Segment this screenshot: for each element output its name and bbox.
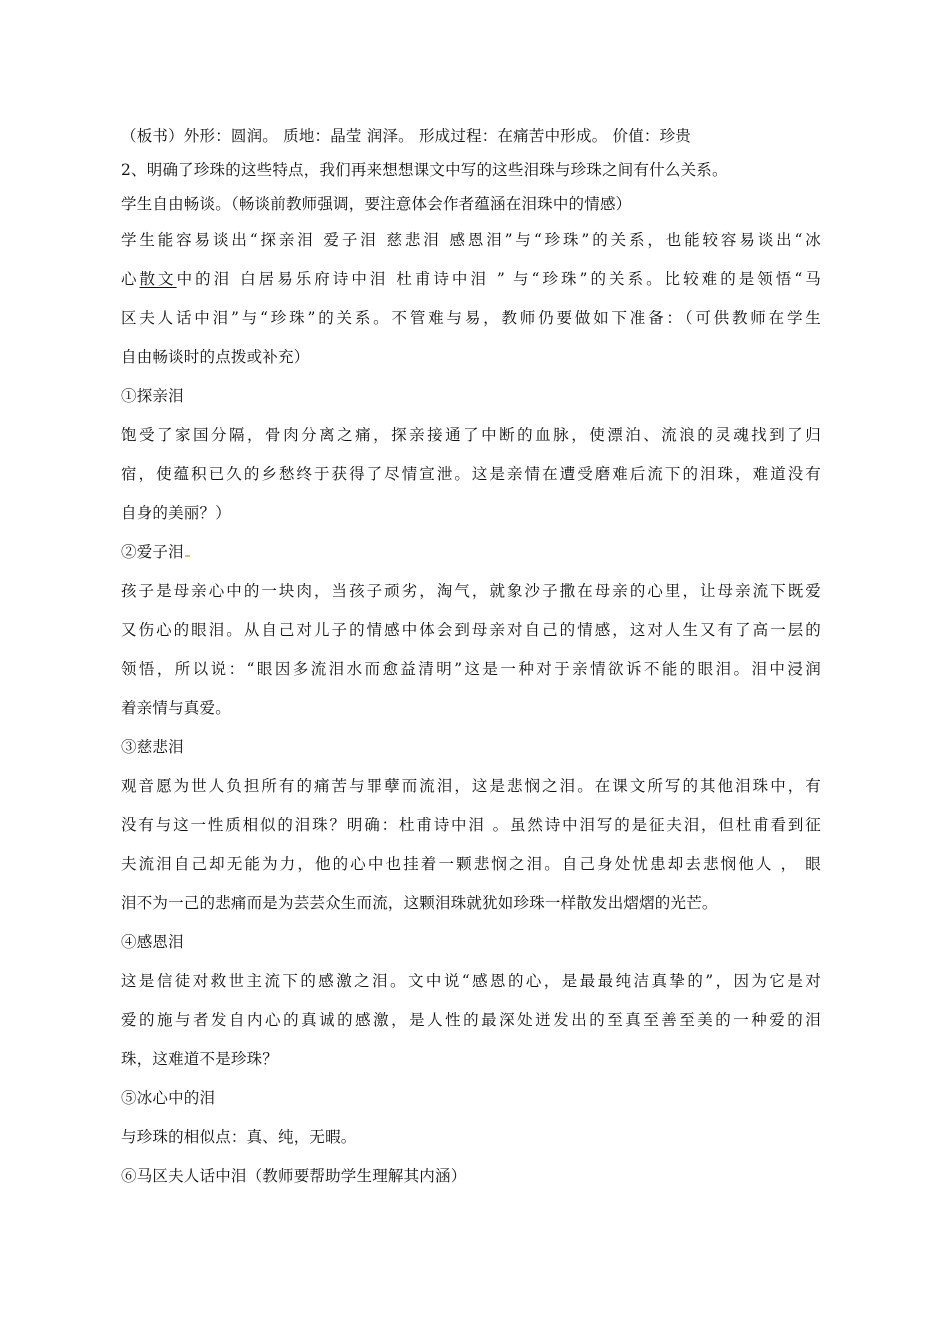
question-line: 2、明确了珍珠的这些特点，我们再来想想课文中写的这些泪珠与珍珠之间有什么关系。 (121, 161, 728, 179)
discussion-line: 学生自由畅谈。（畅谈前教师强调，要注意体会作者蕴涵在泪珠中的情感） (121, 195, 632, 213)
edit-mark (185, 555, 190, 557)
text-line: 珠，这难道不是珍珠？ (121, 1050, 279, 1068)
text-line: 着亲情与真爱。 (121, 699, 231, 717)
paragraph-cibei (121, 767, 821, 923)
section-heading-2 (121, 533, 821, 572)
section-heading-3: ③慈悲泪 (121, 738, 184, 756)
text-line: 饱受了家国分隔，骨肉分离之痛，探亲接通了中断的血脉，使漂泊、流浪的灵魂找到了归 (121, 426, 821, 444)
text-line: 观音愿为世人负担所有的痛苦与罪孽而流泪，这是悲悯之泪。在课文所写的其他泪珠中，有 (121, 777, 821, 795)
section-heading-6: ⑥马区夫人话中泪（教师要帮助学生理解其内涵） (121, 1167, 467, 1185)
text-line: 又伤心的眼泪。从自己对儿子的情感中体会到母亲对自己的情感，这对人生又有了高一层的 (121, 621, 821, 639)
text-line: 宿，使蕴积已久的乡愁终于获得了尽情宣泄。这是亲情在遭受磨难后流下的泪珠，难道没有 (121, 465, 821, 483)
text-line: 这是信徒对救世主流下的感激之泪。文中说“感恩的心，是最最纯洁真挚的”，因为它是对 (121, 972, 821, 990)
text-line (121, 260, 821, 299)
paragraph-intro (121, 221, 821, 377)
paragraph-aizi (121, 572, 821, 728)
document-body (121, 119, 821, 1196)
text-line: 没有与这一性质相似的泪珠？明确：杜甫诗中泪 。虽然诗中泪写的是征夫泪，但杜甫看到征 (121, 816, 821, 834)
paragraph-ganen (121, 962, 821, 1079)
text-line: 自身的美丽？） (121, 504, 231, 522)
board-notes-line: （板书）外形：圆润。 质地：晶莹 润泽。 形成过程：在痛苦中形成。 价值：珍贵 (121, 127, 692, 145)
text-line: 区夫人话中泪”与“珍珠”的关系。不管难与易，教师仍要做如下准备：（可供教师在学生 (121, 309, 821, 327)
section-heading-4: ④感恩泪 (121, 933, 184, 951)
text-line: 孩子是母亲心中的一块肉，当孩子顽劣，淘气，就象沙子撒在母亲的心里，让母亲流下既爱 (121, 582, 821, 600)
text-line: 泪不为一己的悲痛而是为芸芸众生而流，这颗泪珠就犹如珍珠一样散发出熠熠的光芒。 (121, 894, 718, 912)
heading-text: ②爱子泪 (121, 543, 184, 561)
underlined-term: 散文 (139, 270, 177, 288)
text-line: 夫流泪自己却无能为力，他的心中也挂着一颗悲悯之泪。自己身处忧患却去悲悯他人 ， 眼 (121, 855, 821, 873)
section-heading-1: ①探亲泪 (121, 387, 184, 405)
text-fragment: 心 (121, 270, 140, 288)
text-line: 自由畅谈时的点拨或补充） (121, 348, 310, 366)
text-line: 领悟，所以说：“眼因多流泪水而愈益清明”这是一种对于亲情欲诉不能的眼泪。泪中浸润 (121, 660, 821, 678)
paragraph-tanqin (121, 416, 821, 533)
text-fragment: 中的泪 白居易乐府诗中泪 杜甫诗中泪 ” 与“珍珠”的关系。比较难的是领悟“马 (176, 270, 821, 288)
text-line: 学生能容易谈出“探亲泪 爱子泪 慈悲泪 感恩泪”与“珍珠”的关系，也能较容易谈出“冰 (121, 231, 821, 249)
text-line: 与珍珠的相似点：真、纯，无暇。 (121, 1128, 357, 1146)
section-heading-5: ⑤冰心中的泪 (121, 1089, 216, 1107)
text-line: 爱的施与者发自内心的真诚的感激，是人性的最深处迸发出的至真至善至美的一种爱的泪 (121, 1011, 821, 1029)
